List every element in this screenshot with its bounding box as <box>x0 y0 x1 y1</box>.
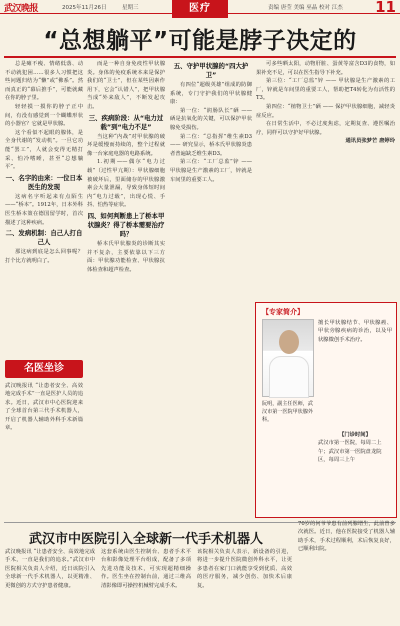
secondary-headline: 武汉市中医院引入全球新一代手术机器人 <box>28 532 263 547</box>
paragraph: 这个看似不起眼的腺体，是全身代谢的“发动机”。一旦它功能“罢工”，人就会变得无精打采、怕冷嗜睡，甚至“总想躺平”。 <box>5 129 83 171</box>
article-column-2 <box>87 60 165 530</box>
paragraph: 第四位：“植物卫士”硒 —— 保护甲状腺细胞，减轻炎症反应。 <box>256 103 395 119</box>
paragraph: 这病名字听起来有点陌生——“桥本”。1912年，日本外科医生桥本策在德国留学时，首次描述了这种疾病。 <box>5 193 83 226</box>
bottom-article-column-3: 该院相关负责人表示，新设备的引进，将进一步提升医院微创外科水平，让更多患者在家门口就能享受到优质、高效的医疗服务，减少创伤、加快术后康复。 <box>197 549 292 589</box>
bottom-article-column-4: 70岁的何爷爷患有前列腺增生，此前曾多次就医。近日，他在医院接受了机器人辅助手术，手术过程顺利，术后恢复良好，已顺利出院。 <box>298 521 395 553</box>
paragraph: 可多些晒太阳，动物肝脏、蛋黄等富含D3的食物，如果补充不足，可以在医生指导下补充。 <box>256 61 395 76</box>
section-heading: 三、疾病阶段：从“电力过载”到“电力不足” <box>88 113 164 131</box>
clinic-schedule-text: 武汉市第一医院，每周二上午；武汉市第一医院盘龙院区，每周三上午 <box>318 440 382 464</box>
paragraph: 当这种“内战”对甲状腺的破坏是缓慢而持续的，整个过程就像一台家庭电器的电路系统。 <box>87 133 165 157</box>
paragraph: 第二位：“总指挥”维生素D3 —— 研究显示，桥本氏甲状腺炎患者普遍缺乏维生素D3。 <box>170 133 252 157</box>
expert-caption: 阮明，副主任医师，武汉市第一医院甲状腺外科。 <box>262 401 313 423</box>
section-heading: 四、如何判断患上了桥本甲状腺炎？得了桥本需要治疗吗？ <box>87 211 165 238</box>
editor-credits: 责编 唐莹 美编 巫晶 校对 江杰 <box>268 5 343 11</box>
page-number: 11 <box>375 0 396 16</box>
notice-text-block <box>5 382 83 518</box>
paragraph: 而是一种自身免疫性甲状腺炎。身体的免疫系统本来是保护我们的“卫士”，但在某些因素作用下，它会“认错人”，把甲状腺当成“外来敌人”，不断发起攻击。 <box>87 61 165 110</box>
expert-profile-box <box>255 302 397 518</box>
paragraph: 第一位：“润肠队长”硒 —— 硒是抗氧化的关键，可以保护甲状腺免受损伤。 <box>170 107 252 131</box>
main-headline: “总想躺平”可能是脖子决定的 <box>43 28 357 54</box>
bottom-article-column-2: 这套系统由医生控制台、患者手术平台和影像处理平台组成，配备了多项先进功能及技术，可实现超精细操作。医生坐在控制台前，通过三维高清影像即可操控机械臂完成手术。 <box>101 549 191 589</box>
headline-rule <box>4 56 396 58</box>
paragraph: 桥本氏甲状腺炎的诊断其实并不复杂，主要依靠以下三方面：甲状腺功能检查、甲状腺抗体检查和超声检查。 <box>87 240 165 273</box>
section-heading: 五、守护甲状腺的“四大护卫” <box>173 62 249 79</box>
newspaper-logo: 武汉晚报 <box>4 4 39 14</box>
issue-weekday: 星期三 <box>122 5 139 11</box>
paragraph: 那这病到底是怎么回事呢？打个比方就明白了。 <box>5 249 83 264</box>
section-heading: 二、发病机制：自己人打自己人 <box>5 229 83 247</box>
bottom-article-column-1: 武汉晚报讯 “让患者安全、高效地完成手术，一直是我们的追求。”武汉市中医院相关负责人介绍，近日该院引入全球新一代手术机器人，以更精准、更微创的方式守护患者健康。 <box>5 549 95 589</box>
paragraph: 总是瘫不瘦、情绪低落、动不动就犯困……很多人习惯把这些问题归结为“懒”或“佛系”。然而真正的“幕后推手”，可能就藏在你的脖子里。 <box>5 61 83 102</box>
paragraph: 第三位：“工厂总监”锌 —— 甲状腺是生产激素的工厂，锌就是车间里的重要工人，帮助把T4转化为有活性的T3。 <box>256 78 395 102</box>
clinic-schedule-label: 【门诊时间】 <box>339 432 371 438</box>
doctor-photo <box>262 319 314 397</box>
paragraph: 在日常生活中，不必过度焦虑，定期复查、遵医嘱治疗，同样可以守护好甲状腺。 <box>256 121 395 136</box>
section-badge: 医疗 <box>172 0 228 18</box>
issue-date: 2025年11月26日 <box>62 5 107 11</box>
paragraph: 第三位：“工厂总监”锌 —— 甲状腺是生产激素的工厂，锌就是车间里的重要工人。 <box>170 159 252 183</box>
paragraph: 轻轻摸一摸你的脖子正中间，有没有感觉到一个蝴蝶形状的小器官？它就是甲状腺。 <box>5 103 83 128</box>
expert-profile-tag: 【专家简介】 <box>262 308 304 316</box>
famous-doctor-banner: 名医坐诊 <box>5 360 83 378</box>
article-column-4 <box>256 60 395 300</box>
expert-description: 擅长甲状腺结节、甲状腺癌、甲状旁腺疾病的诊治，以及甲状腺微创手术治疗。 <box>318 320 392 343</box>
paragraph: 武汉晚报讯 “让患者安全、高效地完成手术”一直是医护人员的追求。近日，武汉市中心医院迎来了全球首台第三代手术机器人，开启了机器人辅助外科手术新篇章。 <box>5 383 83 432</box>
paragraph: 1.初期——偶尔“电力过载”（过性甲亢期）：甲状腺细胞被破坏后，里面储存的甲状腺激素会大量泄漏，导致身体短时间内“电力过载”，出现心慌、手抖、怕热等症状。 <box>87 159 165 209</box>
section-heading: 一、名字的由来：一位日本医生的发现 <box>5 173 83 191</box>
paragraph: 有四位“超级英雄”组成的防御系统，专门守护我们的甲状腺健康： <box>170 82 252 106</box>
byline: 通讯员张梦芒 唐婷玲 <box>345 138 395 145</box>
article-column-3 <box>170 60 252 530</box>
doctor-coat-shape <box>269 356 309 398</box>
doctor-head-shape <box>279 330 299 354</box>
clinic-schedule <box>318 431 392 465</box>
article-column-1 <box>5 60 83 350</box>
